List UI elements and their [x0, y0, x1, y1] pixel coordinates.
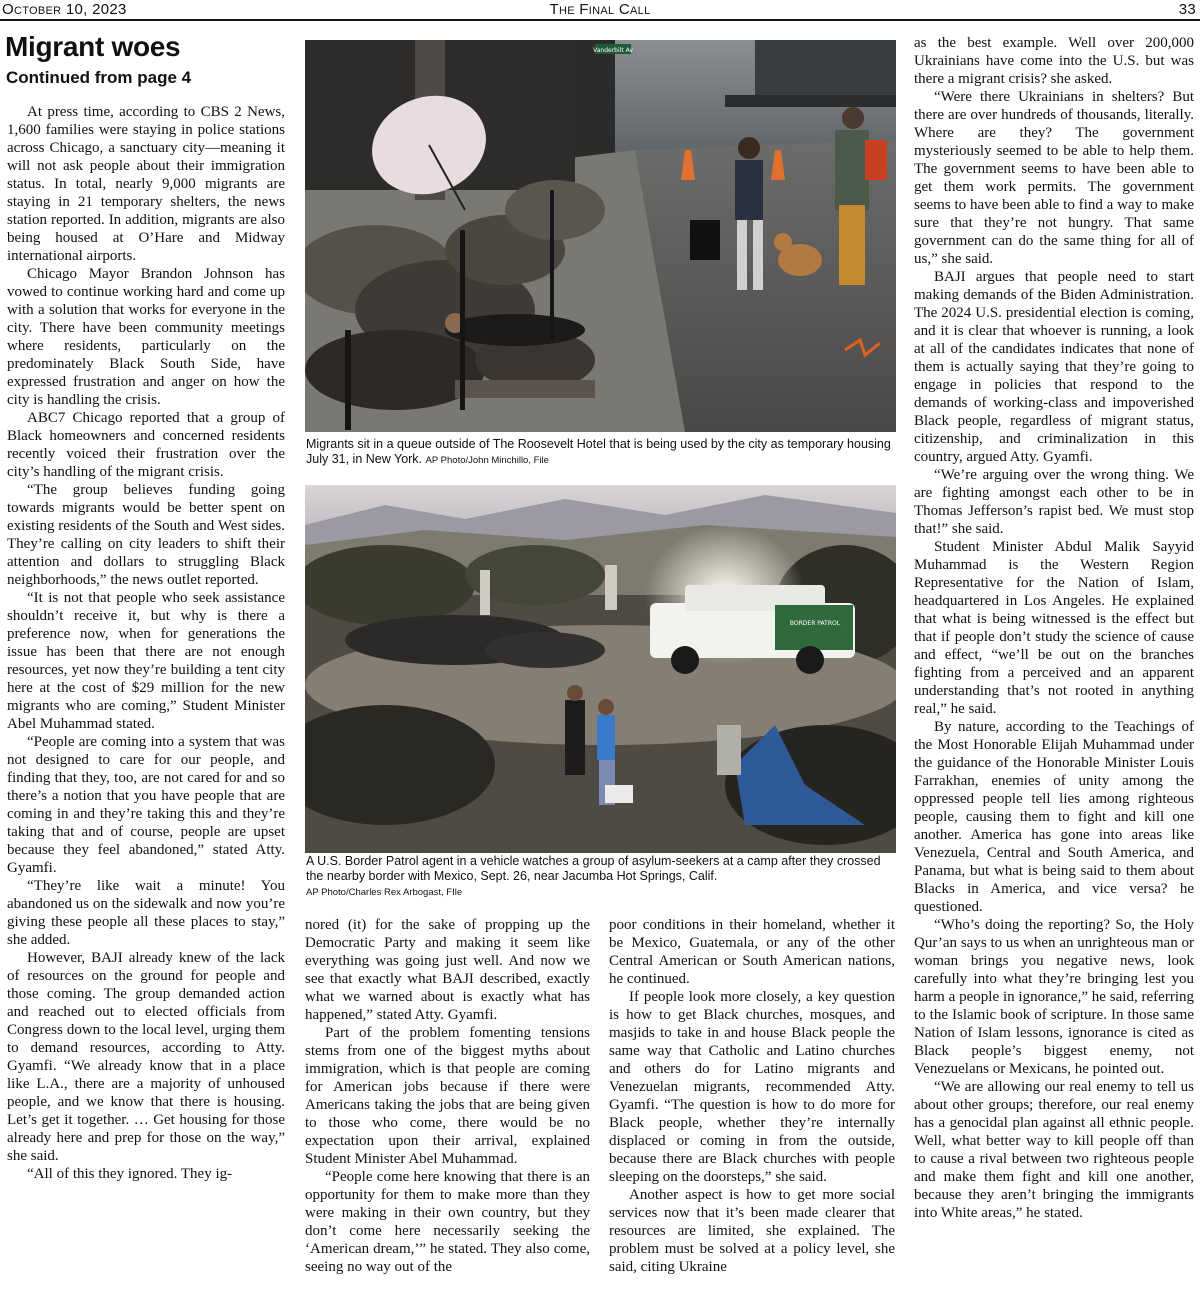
- article-headline: Migrant woes: [5, 31, 181, 62]
- photo-migrants-queue: [305, 40, 896, 432]
- paragraph: “We’re arguing over the wrong thing. We are fighting amongst each other to be in Thomas Jefferson’s rapist bed. We must stop that!” she said.: [914, 467, 1194, 537]
- photo-credit: AP Photo/John Minchillo, File: [425, 455, 549, 466]
- paragraph: “People are coming into a system that was not designed to care for our people, and finding that they, too, are not cared for and so there’s a notion that you have people that are coming in and they’re taking this and they’re taking that and of course, people are upset because they feel abandoned,” stated Atty. Gyamfi.: [7, 734, 285, 876]
- paragraph: At press time, according to CBS 2 News, 1,600 families were staying in police stations across Chicago, a sanctuary city—meaning it will not ask people about their immigration status. In total, nearly 9,000 migrants are staying in 21 temporary shelters, the news station reported. In addition, migrants are also being housed at O’Hare and Midway international airports.: [7, 104, 285, 264]
- paragraph: Part of the problem fomenting tensions stems from one of the biggest myths about immigration, which is that people are coming for American jobs because if there were Americans taking the jobs that are being given to those who come, there would be no expectation upon their arrival, explained Student Minister Abel Muhammad.: [305, 1025, 590, 1167]
- publication-name: The Final Call: [549, 1, 651, 18]
- street-sign: Vanderbilt Av: [593, 47, 633, 54]
- paragraph: BAJI argues that people need to start making demands of the Biden Administration. The 2024 U.S. presidential election is coming, and it is clear that whoever is running, a look at all of the candidates indicates that none of them is actually saying that they’re going to engage in policies that respond to the demands of working-class and impoverished Black people, regardless of migrant status, citizenship, and criminalization in this country, argued Atty. Gyamfi.: [914, 269, 1194, 465]
- paragraph: By nature, according to the Teachings of the Most Honorable Elijah Muhammad under the guidance of the Honorable Minister Louis Farrakhan, enemies of unity among the oppressed people tell lies among righteous people, causing them to fight and kill one another. America has gone into areas like Venezuela, Central and South America, and Panama, but what is being said to them about Blacks in America, and vice versa? he questioned.: [914, 719, 1194, 915]
- paragraph: Chicago Mayor Brandon Johnson has vowed to continue working hard and come up with a solution that works for everyone in the city. There have been community meetings where residents, particularly on the predominately Black South Side, have expressed frustration and anger on how the city is handling the crisis.: [7, 266, 285, 408]
- page-number: 33: [1178, 1, 1196, 18]
- paragraph: ABC7 Chicago reported that a group of Black homeowners and concerned residents recently voiced their frustration over the city’s handling of the migrant crisis.: [7, 410, 285, 480]
- paragraph: “The group believes funding going towards migrants would be better spent on existing residents of the South and West sides. They’re calling on city leaders to shift their attention and dollars to struggling Black neighborhoods,” the news outlet reported.: [7, 482, 285, 588]
- paragraph: as the best example. Well over 200,000 Ukrainians have come into the U.S. but was there a migrant crisis? she asked.: [914, 35, 1194, 87]
- caption-text: A U.S. Border Patrol agent in a vehicle watches a group of asylum-seekers at a camp after they crossed the nearby border with Mexico, Sept. 26, near Jacumba Hot Springs, Calif.: [306, 854, 881, 883]
- paragraph: “It is not that people who seek assistance shouldn’t receive it, but why is there a preference now, when for generations the issue has been that there are not enough resources, yet now they’re building a tent city here at the cost of $29 million for the new migrants who are coming,” Student Minister Abel Muhammad stated.: [7, 590, 285, 732]
- paragraph: “They’re like wait a minute! You abandoned us on the sidewalk and now you’re giving these people all these places to stay,” she added.: [7, 878, 285, 948]
- photo-credit: AP Photo/Charles Rex Arbogast, FIle: [306, 887, 463, 898]
- vehicle-marking: BORDER PATROL: [789, 620, 841, 627]
- article-column-1: [7, 103, 285, 1295]
- paragraph: “People come here knowing that there is an opportunity for them to make more than they were making in their own country, but they don’t come here necessarily seeking the ‘American dream,’” he stated. They also come, seeing no way out of the: [305, 1169, 590, 1275]
- paragraph: “Were there Ukrainians in shelters? But there are over hundreds of thousands, literally. Where are they? The government mysteriously seemed to be able to help them. The government seems to have been able to get them work permits. The government seems to have been able to find a way to make sure that they’re not hungry. That same government can do the same thing for all of us,” she said.: [914, 89, 1194, 267]
- paragraph: Student Minister Abdul Malik Sayyid Muhammad is the Western Region Representative for the Nation of Islam, headquartered in Los Angeles. He explained that what is being witnessed is the effect but that if people don’t study the science of cause and effect, “we’ll be out on the branches fighting from a perceived and an apparent understanding that’s not rooted in anything real,” he said.: [914, 539, 1194, 717]
- paragraph: If people look more closely, a key question is how to get Black churches, mosques, and masjids to take in and house Black people the same way that Catholic and Latino churches and others do for Latino migrants and Venezuelan migrants, recommended Atty. Gyamfi. “The question is how to do more for Black people, whether they’re internally displaced or coming in from the outside, because there are Black churches with people sleeping on the doorsteps,” she said.: [609, 989, 895, 1185]
- issue-date: October 10, 2023: [2, 1, 127, 18]
- paragraph: Another aspect is how to get more social services now that it’s been made clearer that resources are limited, she explained. The problem must be solved at a policy level, she said, citing Ukraine: [609, 1187, 895, 1275]
- page-header: [0, 0, 1200, 20]
- paragraph: However, BAJI already knew of the lack of resources on the ground for people and those coming. The group demanded action and reached out to elected officials from Congress down to the local level, urging them to demand resources, according to Atty. Gyamfi. “We already know that in a place like L.A., there are a majority of unhoused people, and we know that there is housing. Let’s get it together. … Get housing for those already here and prep for those on the way,” she said.: [7, 950, 285, 1164]
- paragraph: “All of this they ignored. They ig-: [27, 1166, 233, 1182]
- photo-border-camp: [305, 485, 896, 853]
- paragraph: “We are allowing our real enemy to tell us about other groups; therefore, our real enemy has a genocidal plan against all ethnic people. Well, what better way to kill people off than to cause a rival between two righteous people and make them fight and kill one another, because they aren’t bringing the immigrants into White areas,” he stated.: [914, 1079, 1194, 1221]
- article-column-2: [305, 916, 590, 1296]
- paragraph: nored (it) for the sake of propping up the Democratic Party and making it seem like everything was going just well. And now we see that exactly what BAJI described, exactly what we warned about is exactly what has happened,” stated Atty. Gyamfi.: [305, 917, 590, 1023]
- article-column-3: [609, 916, 895, 1296]
- paragraph: “Who’s doing the reporting? So, the Holy Qur’an says to us when an unrighteous man or woman brings you negative news, look carefully into what they’re bringing lest you harm a people in ignorance,” he said, referring to the Islamic book of scripture. In those same Nation of Islam lessons, ignorance is cited as Black people’s biggest enemy, not Venezuelans or Mexicans, he pointed out.: [914, 917, 1194, 1077]
- header-rule: [0, 19, 1200, 21]
- paragraph: poor conditions in their homeland, whether it be Mexico, Guatemala, or any of the other Central American or South American nations, he continued.: [609, 917, 895, 987]
- caption-text: Migrants sit in a queue outside of The Roosevelt Hotel that is being used by the city as temporary housing July 31, in New York.: [306, 437, 891, 466]
- photo-caption-2: [306, 854, 896, 900]
- continued-from-label: Continued from page 4: [6, 68, 192, 87]
- article-column-4: [914, 34, 1194, 1296]
- photo-caption-1: [306, 437, 896, 468]
